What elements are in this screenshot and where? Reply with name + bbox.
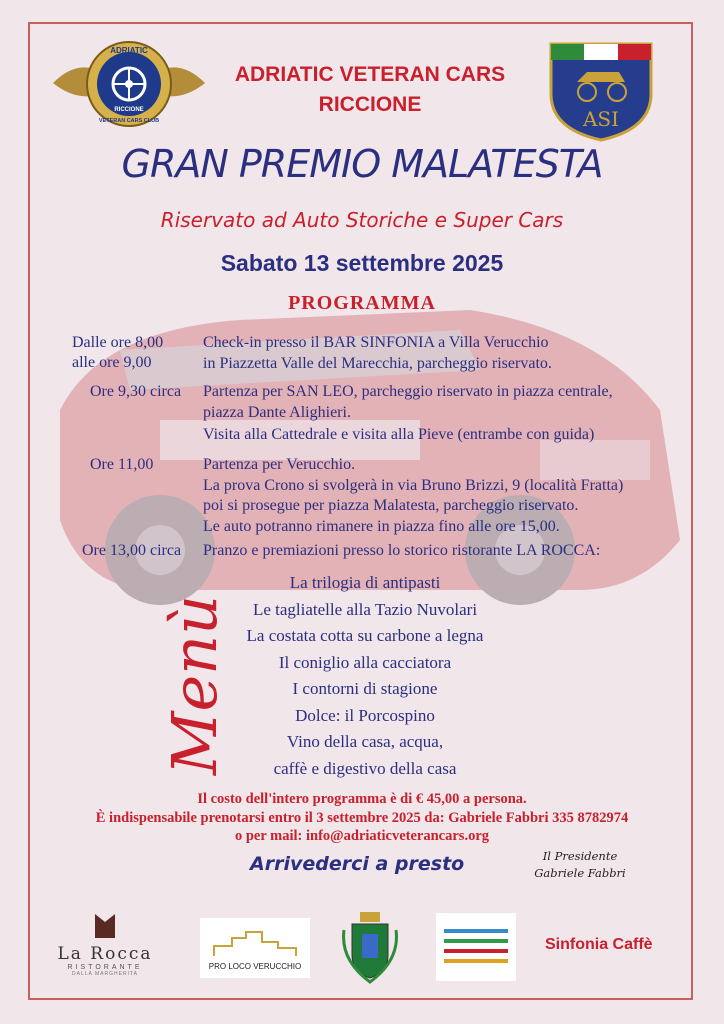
event-title: GRAN PREMIO MALATESTA [121,142,603,186]
adriatic-club-logo-icon [48,38,210,130]
menu-item: Dolce: il Porcospino [295,705,435,725]
goodbye-text: Arrivederci a presto [250,853,465,875]
la-rocca-sub2: DALLA MARGHERITA [72,971,138,977]
club-title [200,60,540,120]
club-title-line2: RICCIONE [318,93,422,116]
menu-item: caffè e digestivo della casa [273,758,457,778]
svg-text:RICCIONE: RICCIONE [114,107,144,113]
sponsor-proloco [200,918,310,978]
la-rocca-name: La Rocca [57,944,153,964]
proloco-castle-icon [212,928,298,958]
program-heading: PROGRAMMA [288,292,436,314]
strada-vini-logo-icon [436,913,516,981]
email-line[interactable]: o per mail: info@adriaticveterancars.org [234,828,490,844]
program-desc-1: Check-in presso il BAR SINFONIA a Villa Verucchio in Piazzetta Valle del Marecchia, parcheggio riservato. [203,334,552,372]
program-time-2: Ore 9,30 circa [90,383,182,400]
president-signature: Il Presidente Gabriele Fabbri [534,849,626,880]
program-time-4: Ore 11,00 [90,456,154,473]
verucchio-coat-of-arms-icon [340,910,400,985]
program-desc-2: Partenza per SAN LEO, parcheggio riservato in piazza centrale, piazza Dante Alighieri. [203,383,613,421]
menu-item: Le tagliatelle alla Tazio Nuvolari [252,599,478,619]
la-rocca-sub: RISTORANTE [67,964,143,971]
svg-text:VETERAN CARS CLUB: VETERAN CARS CLUB [98,118,160,124]
booking-line: È indispensabile prenotarsi entro il 3 settembre 2025 da: Gabriele Fabbri 335 8782974 [95,809,629,826]
asi-shield-logo-icon [547,34,655,144]
program-desc-3: Visita alla Cattedrale e visita alla Pieve (entrambe con guida) [203,426,595,443]
menu-item: La trilogia di antipasti [289,573,441,592]
menu-item: La costata cotta su carbone a legna [246,626,484,645]
sponsor-sinfonia: Sinfonia Caffè [545,936,653,953]
menu-item: Vino della casa, acqua, [286,732,444,751]
program-time-5: Ore 13,00 circa [82,542,182,559]
program-desc-4: Partenza per Verucchio. La prova Crono si svolgerà in via Bruno Brizzi, 9 (località Fratta) poi si prosegue per piazza Malatesta, parcheggio riservato. Le auto potranno rimanere in piazza fino alle ore 15,00. [203,456,624,535]
la-rocca-logo-icon [93,912,117,940]
menu-title: Menù [158,594,231,775]
menu-list [210,570,520,782]
proloco-name: PRO LOCO VERUCCHIO [208,962,302,971]
menu-item: I contorni di stagione [292,679,438,698]
menu-item: Il coniglio alla cacciatora [278,652,452,672]
cost-line: Il costo dell'intero programma è di € 45,00 a persona. [197,791,527,807]
program-desc-5: Pranzo e premiazioni presso lo storico ristorante LA ROCCA: [203,542,601,559]
cost-info [60,790,664,846]
svg-text:ASI: ASI [582,107,620,131]
event-date: Sabato 13 settembre 2025 [220,250,504,276]
event-subtitle: Riservato ad Auto Storiche e Super Cars [160,208,564,232]
sponsor-la-rocca [40,912,170,997]
club-title-line1: ADRIATIC VETERAN CARS [234,63,506,86]
svg-text:ADRIATIC: ADRIATIC [110,46,148,55]
program-time-1: Dalle ore 8,00 alle ore 9,00 [72,334,164,371]
